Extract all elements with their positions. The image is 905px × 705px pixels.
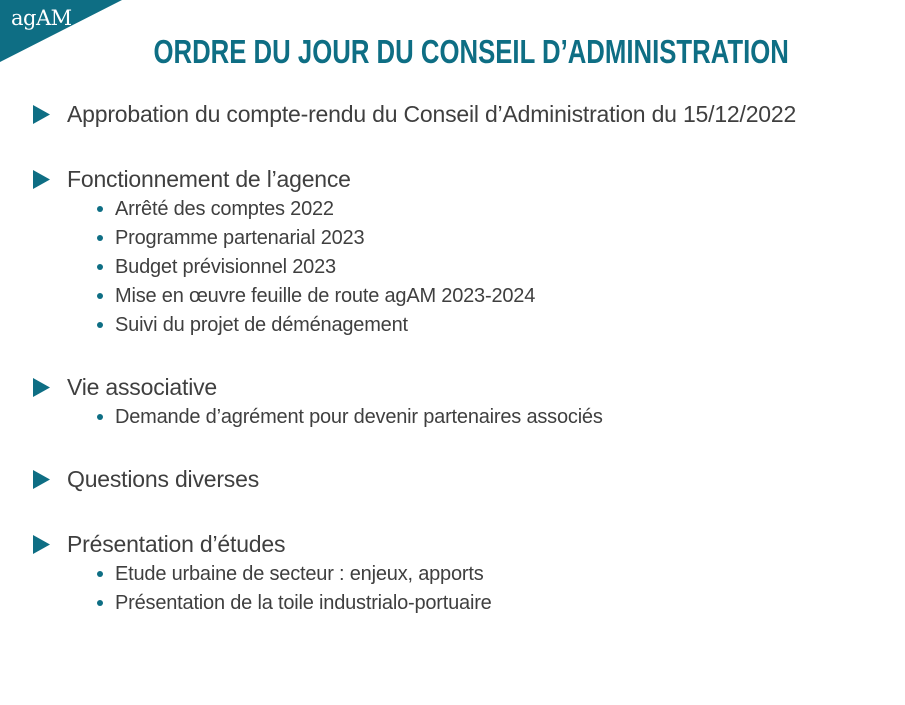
- agenda-subitem-label: Présentation de la toile industrialo-portuaire: [115, 591, 492, 614]
- agenda-item: [33, 97, 796, 131]
- agam-logo: agAM: [11, 6, 72, 30]
- agenda-subitem-label: Arrêté des comptes 2022: [115, 197, 334, 220]
- agenda-item-label: Approbation du compte-rendu du Conseil d’Administration du 15/12/2022: [67, 100, 797, 127]
- agenda-subitem-label: Etude urbaine de secteur : enjeux, apports: [115, 562, 484, 585]
- agenda-item-label: Questions diverses: [67, 465, 259, 492]
- dot-bullet-icon: [97, 293, 103, 299]
- triangle-bullet-icon: [33, 470, 50, 489]
- agenda-subitem: [97, 196, 334, 222]
- agenda-item: [33, 462, 259, 496]
- agenda-item-label: Fonctionnement de l’agence: [67, 165, 351, 192]
- agenda-item-label: Présentation d’études: [67, 530, 286, 557]
- page-title: ORDRE DU JOUR DU CONSEIL D’ADMINISTRATION: [153, 33, 789, 70]
- agenda-subitem-label: Demande d’agrément pour devenir partenaires associés: [115, 405, 603, 428]
- dot-bullet-icon: [97, 600, 103, 606]
- agenda-subitem: [97, 561, 484, 587]
- agenda-item: [33, 527, 285, 561]
- triangle-bullet-icon: [33, 378, 50, 397]
- triangle-bullet-icon: [33, 105, 50, 124]
- agenda-subitem-label: Mise en œuvre feuille de route agAM 2023-2024: [115, 284, 536, 307]
- agenda-subitem: [97, 590, 492, 616]
- agenda-subitem: [97, 404, 603, 430]
- dot-bullet-icon: [97, 414, 103, 420]
- agenda-subitem-label: Programme partenarial 2023: [115, 226, 365, 249]
- agenda-subitem: [97, 312, 408, 338]
- dot-bullet-icon: [97, 322, 103, 328]
- agenda-subitem-label: Suivi du projet de déménagement: [115, 313, 408, 336]
- agenda-subitem-label: Budget prévisionnel 2023: [115, 255, 336, 278]
- dot-bullet-icon: [97, 235, 103, 241]
- dot-bullet-icon: [97, 264, 103, 270]
- agenda-item-label: Vie associative: [67, 373, 217, 400]
- agenda-item: [33, 162, 351, 196]
- dot-bullet-icon: [97, 571, 103, 577]
- triangle-bullet-icon: [33, 535, 50, 554]
- agenda-item: [33, 370, 217, 404]
- triangle-bullet-icon: [33, 170, 50, 189]
- agenda-subitem: [97, 254, 336, 280]
- dot-bullet-icon: [97, 206, 103, 212]
- agenda-subitem: [97, 283, 535, 309]
- agenda-subitem: [97, 225, 364, 251]
